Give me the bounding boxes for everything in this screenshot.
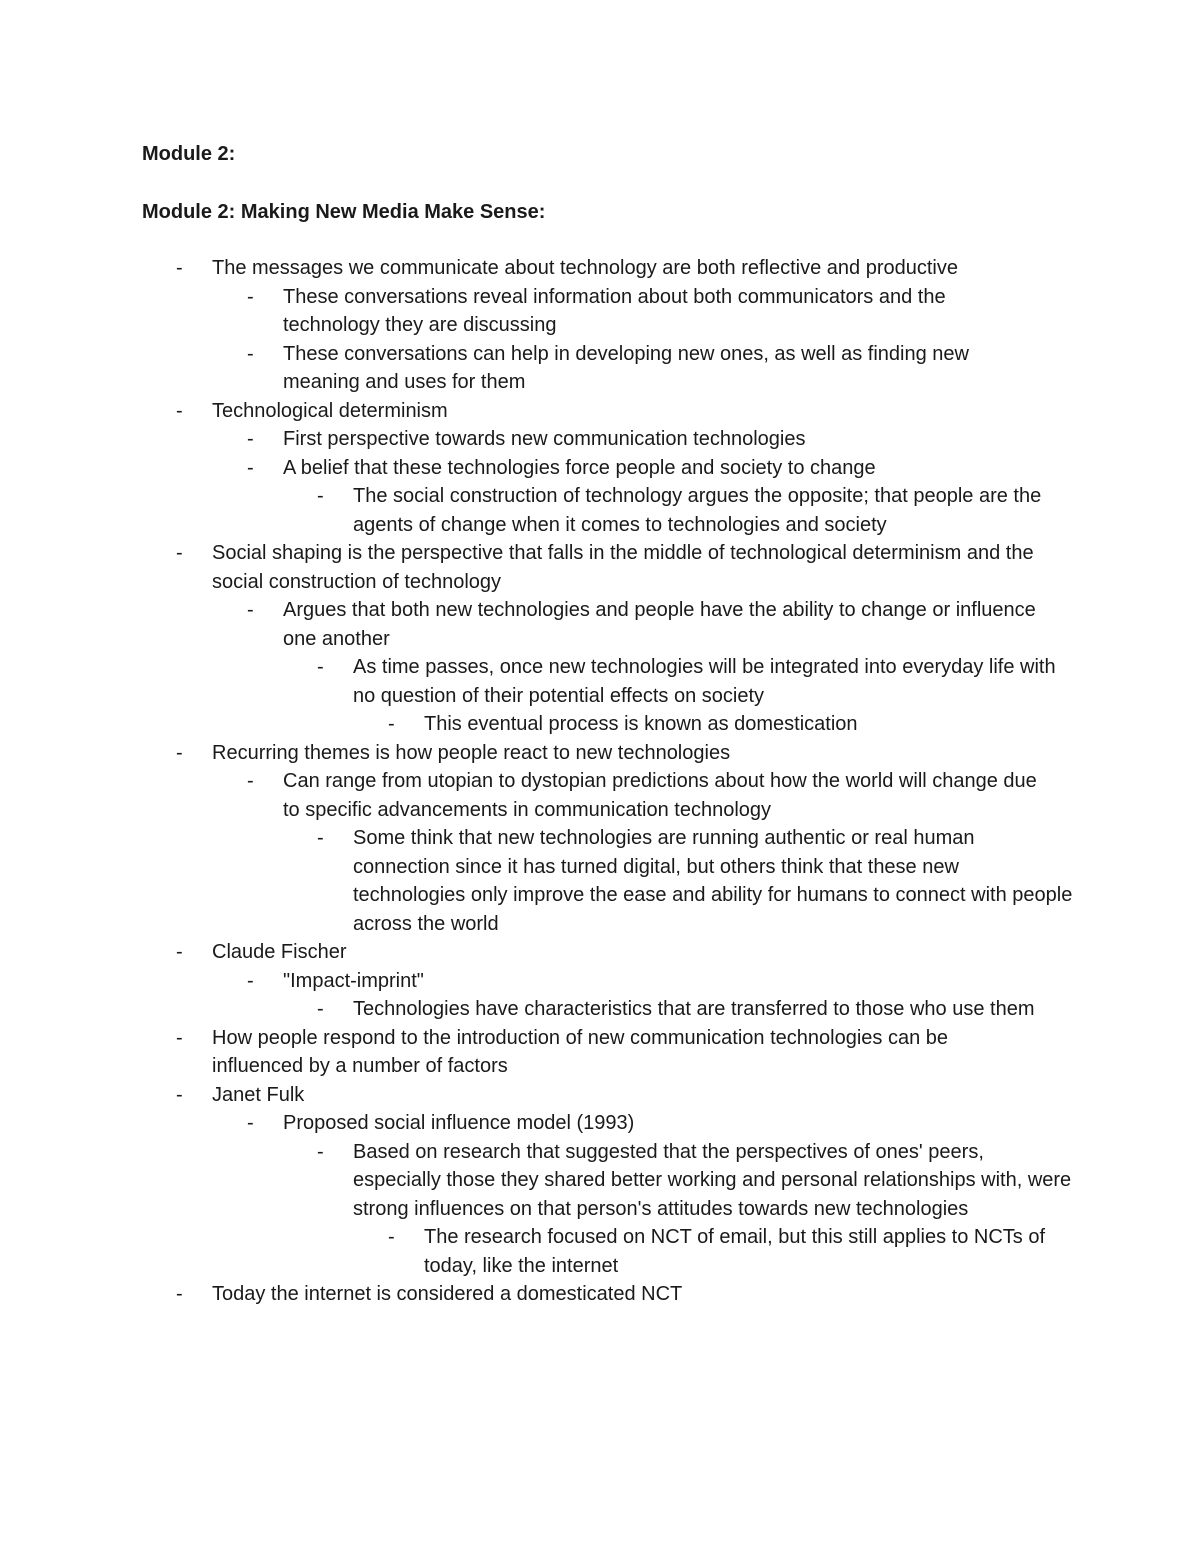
bullet-dash: - (176, 542, 183, 564)
bullet-dash: - (388, 1226, 395, 1248)
outline-item-level-3 (388, 710, 1074, 739)
bullet-dash: - (388, 713, 395, 735)
outline-item-text: These conversations reveal information about both communicators and the technology they are discussing (283, 285, 946, 336)
bullet-dash: - (317, 656, 324, 678)
outline-item-text: A belief that these technologies force people and society to change (283, 456, 876, 479)
outline-item-text: Proposed social influence model (1993) (283, 1112, 635, 1134)
section-heading: Module 2: Making New Media Make Sense: (142, 201, 546, 223)
outline-item-level-1 (247, 340, 1043, 397)
bullet-dash: - (317, 827, 324, 849)
bullet-dash: - (247, 969, 254, 992)
bullet-dash: - (317, 485, 324, 507)
outline-item-level-0 (176, 1024, 1042, 1081)
outline-item-text: Based on research that suggested that the perspectives of ones' peers, especially those they shared better working and personal relationships with, were strong influences on that person's attitudes towards new technologies (353, 1140, 1072, 1220)
outline-item-text: These conversations can help in developing new ones, as well as finding new meaning and uses for them (283, 342, 969, 393)
outline-item-text: Claude Fischer (212, 941, 347, 963)
bullet-dash: - (247, 599, 254, 621)
bullet-dash: - (176, 941, 183, 963)
bullet-dash: - (317, 1140, 324, 1163)
outline-item-text: The research focused on NCT of email, but this still applies to NCTs of today, like the internet (424, 1226, 1046, 1277)
outline-item-text: Argues that both new technologies and people have the ability to change or influence one another (283, 599, 1036, 650)
bullet-dash: - (176, 741, 183, 764)
outline-item-level-1 (247, 596, 1043, 653)
bullet-dash: - (176, 1026, 183, 1049)
outline-item-level-2 (317, 1138, 1073, 1224)
outline-item-level-2 (317, 482, 1073, 539)
outline-item-level-1 (247, 967, 1043, 996)
bullet-dash: - (176, 257, 183, 279)
outline-item-text: Can range from utopian to dystopian predictions about how the world will change due to specific advancements in communication technology (283, 770, 1037, 821)
bullet-dash: - (247, 1112, 254, 1134)
outline-item-level-1 (247, 1109, 1043, 1138)
outline-item-text: The social construction of technology argues the opposite; that people are the agents of change when it comes to technologies and society (353, 485, 1042, 536)
bullet-dash: - (247, 428, 254, 450)
page-title: Module 2: (142, 143, 236, 165)
outline-item-text: First perspective towards new communication technologies (283, 428, 806, 450)
outline-item-level-0 (176, 739, 1042, 768)
outline-item-text: Some think that new technologies are running authentic or real human connection since it has turned digital, but others think that these new technologies only improve the ease and ability for humans to connect with people across the world (353, 827, 1073, 935)
outline-item-level-0 (176, 254, 1042, 283)
outline-item-level-0 (176, 938, 1042, 967)
outline-item-level-0 (176, 1280, 1042, 1309)
bullet-dash: - (176, 399, 183, 422)
outline-item-text: Technological determinism (212, 399, 448, 422)
outline-item-level-0 (176, 539, 1042, 596)
bullet-dash: - (176, 1283, 183, 1305)
bullet-dash: - (317, 998, 324, 1020)
bullet-dash: - (176, 1083, 183, 1106)
outline-item-text: "Impact-imprint" (283, 969, 424, 992)
bullet-dash: - (247, 770, 254, 792)
outline-item-level-2 (317, 995, 1073, 1024)
outline-item-text: The messages we communicate about technology are both reflective and productive (212, 257, 958, 279)
outline-item-level-0 (176, 397, 1042, 426)
bullet-dash: - (247, 456, 254, 479)
outline-item-level-1 (247, 425, 1043, 454)
outline-item-text: How people respond to the introduction of new communication technologies can be influenced by a number of factors (212, 1026, 949, 1077)
outline-item-text: Janet Fulk (212, 1083, 305, 1106)
outline-item-level-1 (247, 283, 1043, 340)
outline-item-text: Social shaping is the perspective that falls in the middle of technological determinism and the social construction of technology (212, 542, 1034, 593)
outline-item-level-2 (317, 653, 1073, 710)
outline-item-text: Technologies have characteristics that are transferred to those who use them (353, 998, 1035, 1020)
outline-item-level-1 (247, 454, 1043, 483)
bullet-dash: - (247, 285, 254, 308)
outline-item-text: As time passes, once new technologies will be integrated into everyday life with no question of their potential effects on society (353, 656, 1056, 707)
outline-item-text: Today the internet is considered a domesticated NCT (212, 1283, 683, 1305)
outline-item-level-0 (176, 1081, 1042, 1110)
bullet-dash: - (247, 342, 254, 365)
outline-item-text: Recurring themes is how people react to new technologies (212, 741, 731, 764)
outline-item-level-3 (388, 1223, 1074, 1280)
outline-item-text: This eventual process is known as domestication (424, 713, 858, 735)
outline-item-level-1 (247, 767, 1043, 824)
notes-outline (0, 254, 1074, 1309)
outline-item-level-2 (317, 824, 1073, 938)
